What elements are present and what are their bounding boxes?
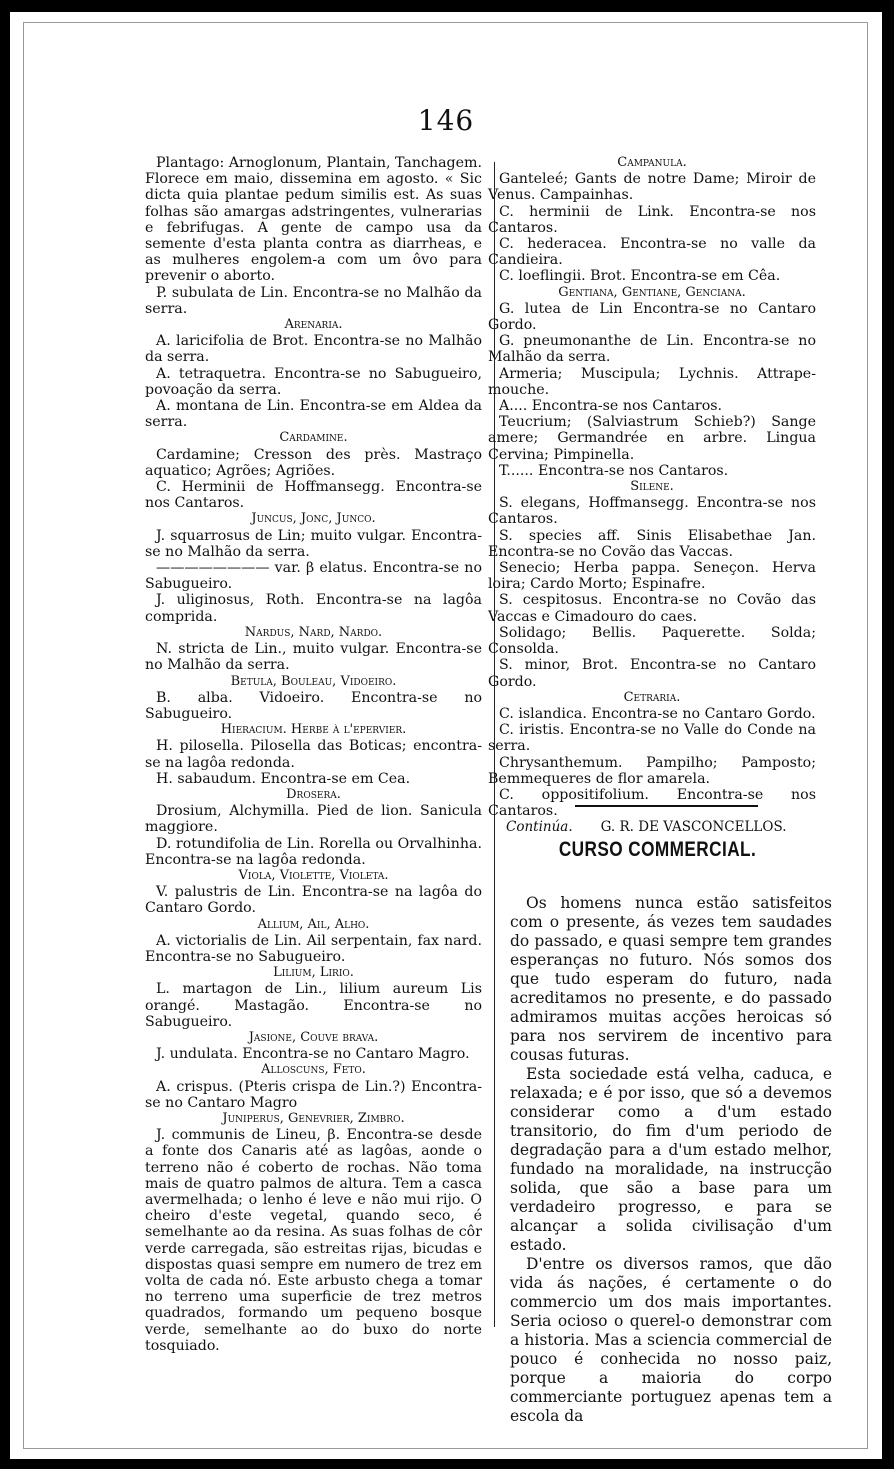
entry: B. alba. Vidoeiro. Encontra-se no Sabugueiro. — [145, 689, 482, 722]
entry: L. martagon de Lin., lilium aureum Lis orangé. Mastagão. Encontra-se no Sabugueiro. — [145, 981, 482, 1030]
entry: H. pilosella. Pilosella das Boticas; encontra-se na lagôa redonda. — [145, 738, 482, 771]
entry: T...... Encontra-se nos Cantaros. — [499, 462, 729, 479]
entry: J. undulata. Encontra-se no Cantaro Magro. — [156, 1046, 470, 1063]
entry: A.... Encontra-se nos Cantaros. — [499, 398, 723, 415]
entry: S. species aff. Sinis Elisabethae Jan. Encontra-se no Covão das Vaccas. — [488, 527, 816, 560]
right-column — [488, 155, 816, 836]
section-heading: Gentiana, Gentiane, Genciana. — [558, 284, 746, 300]
author-name: G. R. DE VASCONCELLOS. — [600, 819, 787, 836]
continued-note: Continúa. — [506, 819, 573, 836]
section-heading: Jasione, Couve brava. — [248, 1029, 379, 1045]
entry: A. laricifolia de Brot. Encontra-se no Malhão da serra. — [145, 333, 482, 366]
signature-line — [488, 819, 816, 835]
entry-plantago: Plantago: Arnoglonum, Plantain, Tanchagem. Florece em maio, dissemina em agosto. « Sic dicta quia plantae pedum similis est. As suas folhas são amargas adstringentes, vulnerarias e febrifugas. A gente de campo usa da semente d'esta planta contra as diarrheas, e as mulheres engolem-a com um ôvo para prevenir o aborto. — [145, 155, 482, 285]
section-heading: Allium, Ail, Alho. — [257, 916, 370, 932]
entry: D. rotundifolia de Lin. Rorella ou Orvalhinha. Encontra-se na lagôa redonda. — [145, 835, 482, 868]
entry: C. iristis. Encontra-se no Valle do Conde na serra. — [488, 722, 816, 755]
article-paragraph: Os homens nunca estão satisfeitos com o presente, ás vezes tem saudades do passado, e quasi sempre tem grandes esperanças no futuro. Nós somos dos que tudo esperam do futuro, nada acreditamos no presente, e do passado admiramos muitas acções heroicas só para nos servirem de incentivo para cousas futuras. — [510, 894, 832, 1064]
section-heading: Arenaria. — [284, 317, 343, 333]
page-number: 146 — [417, 104, 475, 137]
entry: C. islandica. Encontra-se no Cantaro Gordo. — [499, 705, 816, 722]
entry: J. squarrosus de Lin; muito vulgar. Encontra-se no Malhão da serra. — [145, 527, 482, 560]
entry: C. hederacea. Encontra-se no valle da Candieira. — [488, 236, 816, 269]
entry: S. elegans, Hoffmansegg. Encontra-se nos Cantaros. — [488, 495, 816, 528]
entry: C. loeflingii. Brot. Encontra-se em Cêa. — [499, 268, 781, 285]
entry: A. victorialis de Lin. Ail serpentain, fax nard. Encontra-se no Sabugueiro. — [145, 932, 482, 965]
entry: A. crispus. (Pteris crispa de Lin.?) Encontra-se no Cantaro Magro — [145, 1078, 482, 1111]
section-heading: Alloscuns, Feto. — [261, 1062, 366, 1078]
article-paragraph: Esta sociedade está velha, caduca, e relaxada; e é por isso, que só a devemos considerar como a d'um estado transitorio, do fim d'um periodo de degradação para a d'um estado melhor, fundado na moralidade, na instrucção solida, que são a base para um verdadeiro progresso, e para se alcançar a solida civilisação d'um estado. — [510, 1065, 832, 1254]
section-heading: Juniperus, Genevrier, Zimbro. — [222, 1110, 405, 1126]
entry: Armeria; Muscipula; Lychnis. Attrape-mouche. — [488, 365, 816, 398]
page — [10, 12, 882, 1459]
article-body — [510, 894, 832, 1426]
entry: Teucrium; (Salviastrum Schieb?) Sange amere; Germandrée en arbre. Lingua Cervina; Pimpinella. — [488, 414, 816, 463]
section-heading: Drosera. — [286, 786, 341, 802]
entry: C. Herminii de Hoffmansegg. Encontra-se nos Cantaros. — [145, 479, 482, 512]
entry: N. stricta de Lin., muito vulgar. Encontra-se no Malhão da serra. — [145, 641, 482, 674]
section-heading: Cardamine. — [279, 430, 348, 446]
entry: A. montana de Lin. Encontra-se em Aldea da serra. — [145, 398, 482, 431]
entry: V. palustris de Lin. Encontra-se na lagôa do Cantaro Gordo. — [145, 884, 482, 917]
section-rule — [575, 805, 758, 807]
article-title: CURSO COMMERCIAL. — [558, 838, 757, 861]
entry: Ganteleé; Gants de notre Dame; Miroir de Venus. Campainhas. — [488, 171, 816, 204]
entry: Chrysanthemum. Pampilho; Pamposto; Bemmequeres de flor amarela. — [488, 754, 816, 787]
section-heading: Lilium, Lirio. — [273, 965, 354, 981]
entry: Solidago; Bellis. Paquerette. Solda; Consolda. — [488, 624, 816, 658]
section-heading: Betula, Bouleau, Vidoeiro. — [230, 673, 397, 689]
entry: S. cespitosus. Encontra-se no Covão das Vaccas e Cimadouro do caes. — [488, 592, 816, 625]
section-heading: Campanula. — [617, 155, 687, 170]
entry: S. minor, Brot. Encontra-se no Cantaro Gordo. — [488, 657, 816, 690]
left-column — [145, 155, 482, 1354]
entry: C. oppositifolium. Encontra-se nos Cantaros. — [488, 786, 816, 820]
section-heading: Cetraria. — [623, 689, 681, 705]
entry: P. subulata de Lin. Encontra-se no Malhão da serra. — [145, 284, 482, 317]
entry: J. communis de Lineu, β. Encontra-se desde a fonte dos Canaris até as lagôas, aonde o terreno não é coberto de rochas. Não toma mais de quatro palmos de altura. Tem a casca avermelhada; o lenho é leve e não mui rijo. O cheiro d'este vegetal, quando seco, é semelhante ao da resina. As suas folhas de côr verde carregada, são estreitas rijas, bicudas e dispostas quasi sempre em numero de trez em volta de cada nó. Este arbusto chega a tomar no terreno uma superficie de trez metros quadrados, formando um pequeno bosque verde, semelhante ao do buxo do norte tosquiado. — [145, 1127, 482, 1354]
entry: C. herminii de Link. Encontra-se nos Cantaros. — [488, 203, 816, 236]
entry: Senecio; Herba pappa. Seneçon. Herva loira; Cardo Morto; Espinafre. — [488, 560, 816, 593]
section-heading: Silene. — [630, 479, 674, 495]
section-heading: Juncus, Jonc, Junco. — [251, 511, 376, 527]
section-heading: Viola, Violette, Violeta. — [238, 867, 389, 883]
section-heading: Hieracium. Herbe à l'epervier. — [220, 722, 407, 738]
entry: ———————— var. β elatus. Encontra-se no Sabugueiro. — [145, 560, 482, 593]
section-heading: Nardus, Nard, Nardo. — [244, 624, 383, 640]
entry: H. sabaudum. Encontra-se em Cea. — [156, 770, 411, 787]
entry: Cardamine; Cresson des près. Mastraço aquatico; Agrões; Agriões. — [145, 446, 482, 479]
entry: Drosium, Alchymilla. Pied de lion. Sanicula maggiore. — [145, 803, 482, 836]
entry: A. tetraquetra. Encontra-se no Sabugueiro, povoação da serra. — [145, 365, 482, 398]
entry: J. uliginosus, Roth. Encontra-se na lagôa comprida. — [145, 592, 482, 625]
article-paragraph: D'entre os diversos ramos, que dão vida ás nações, é certamente o do commercio um dos mais importantes. Seria ocioso o querel-o demonstrar com a historia. Mas a sciencia commercial de pouco é conhecida no nosso paiz, porque a maioria do corpo commerciante portuguez apenas tem a escola da — [510, 1255, 832, 1425]
entry: G. pneumonanthe de Lin. Encontra-se no Malhão da serra. — [488, 333, 816, 366]
entry: G. lutea de Lin Encontra-se no Cantaro Gordo. — [488, 300, 816, 334]
